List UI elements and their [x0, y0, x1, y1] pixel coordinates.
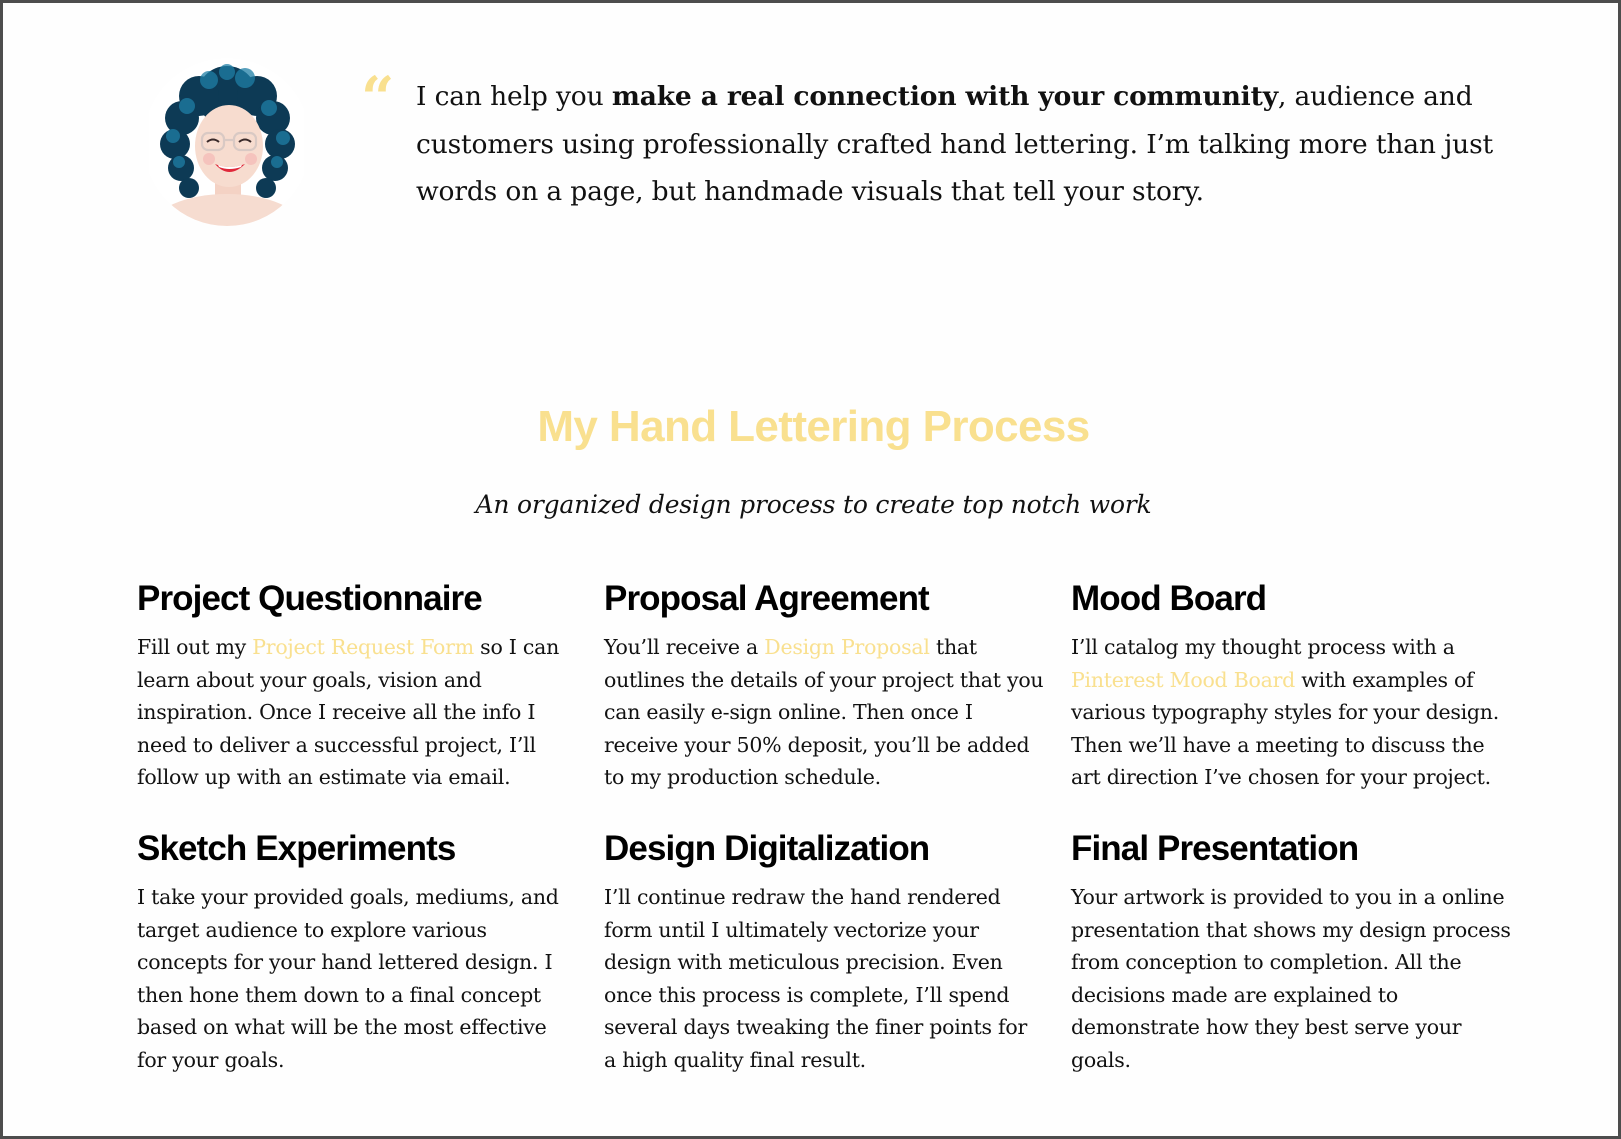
step-text-after: with examples of various typography styles for your design. Then we’ll have a meeting to discuss the art direction I’ve chosen for your project.: [1071, 667, 1500, 790]
step-title: Project Questionnaire: [137, 579, 482, 618]
step-description: I’ll continue redraw the hand rendered form until I ultimately vectorize your design with meticulous precision. Even once this process is complete, I’ll spend several days tweaking the finer points for a high quality final result.: [604, 885, 1027, 1072]
step-title: Proposal Agreement: [604, 579, 929, 618]
section-subtitle: An organized design process to create top notch work: [475, 490, 1152, 519]
quote-icon: “: [361, 64, 395, 132]
step-description: [1071, 631, 1511, 794]
step-text-before: I’ll catalog my thought process with a: [1071, 635, 1455, 659]
pinterest-mood-board-link[interactable]: Pinterest Mood Board: [1071, 667, 1295, 692]
step-text-after: that outlines the details of your project that you can easily e-sign online. Then once I receive your 50% deposit, you’ll be added to my production schedule.: [604, 635, 1044, 790]
step-title: Final Presentation: [1071, 829, 1359, 868]
step-proposal-agreement: [604, 577, 1044, 794]
step-title: Design Digitalization: [604, 829, 930, 868]
intro-text-before: I can help you: [416, 81, 612, 112]
intro-text-bold: make a real connection with your community: [611, 81, 1278, 112]
step-text-before: You’ll receive a: [604, 635, 765, 659]
step-title: Mood Board: [1071, 579, 1267, 618]
step-text-after: so I can learn about your goals, vision and inspiration. Once I receive all the info I need to deliver a successful project, I’ll follow up with an estimate via email.: [137, 635, 560, 790]
step-project-questionnaire: [137, 577, 577, 794]
step-description: Your artwork is provided to you in a online presentation that shows my design process from conception to completion. All the decisions made are explained to demonstrate how they best serve your goals.: [1071, 885, 1511, 1072]
step-title: Sketch Experiments: [137, 829, 456, 868]
step-sketch-experiments: [137, 827, 577, 1077]
step-design-digitalization: [604, 827, 1044, 1077]
avatar: [149, 56, 304, 232]
step-mood-board: [1071, 577, 1511, 794]
step-description: [137, 631, 577, 794]
intro-quote: [416, 73, 1511, 216]
step-description: I take your provided goals, mediums, and target audience to explore various concepts for your hand lettered design. I then hone them down to a final concept based on what will be the most effective for your goals.: [137, 885, 559, 1072]
step-text-before: Fill out my: [137, 635, 253, 659]
design-proposal-link[interactable]: Design Proposal: [764, 635, 930, 659]
intro-text-after: , audience and customers using professionally crafted hand lettering. I’m talking more than just words on a page, but handmade visuals that tell your story.: [416, 81, 1494, 207]
section-title: My Hand Lettering Process: [537, 402, 1090, 451]
step-final-presentation: [1071, 827, 1511, 1077]
step-description: [604, 631, 1044, 794]
project-request-form-link[interactable]: Project Request Form: [252, 635, 474, 659]
